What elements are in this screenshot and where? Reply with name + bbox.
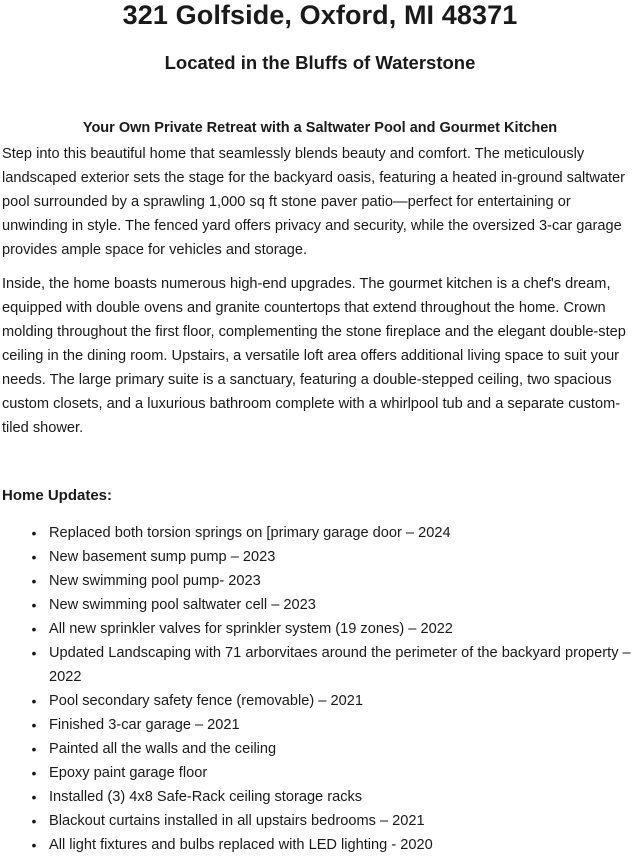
home-update-text: Blackout curtains installed in all upstairs bedrooms – 2021 bbox=[49, 813, 425, 829]
bullet-icon: • bbox=[31, 597, 37, 613]
home-update-item bbox=[0, 689, 640, 713]
bullet-icon: • bbox=[31, 789, 37, 805]
home-update-item bbox=[0, 521, 640, 545]
home-update-item bbox=[0, 785, 640, 809]
home-update-item bbox=[0, 641, 640, 689]
description-heading: Your Own Private Retreat with a Saltwater Pool and Gourmet Kitchen bbox=[82, 120, 558, 136]
bullet-icon: • bbox=[31, 813, 37, 829]
home-update-text: Replaced both torsion springs on [primary garage door – 2024 bbox=[49, 525, 451, 541]
home-update-item bbox=[0, 593, 640, 617]
home-update-text: Painted all the walls and the ceiling bbox=[49, 741, 277, 757]
home-update-item bbox=[0, 833, 640, 857]
home-update-text: All new sprinkler valves for sprinkler system (19 zones) – 2022 bbox=[49, 621, 453, 637]
home-update-text: All light fixtures and bulbs replaced with LED lighting - 2020 bbox=[49, 837, 433, 853]
bullet-icon: • bbox=[31, 621, 37, 637]
bullet-icon: • bbox=[31, 693, 37, 709]
bullet-icon: • bbox=[31, 741, 37, 757]
bullet-icon: • bbox=[31, 837, 37, 853]
bullet-icon: • bbox=[31, 717, 37, 733]
home-update-text: Finished 3-car garage – 2021 bbox=[49, 717, 240, 733]
home-update-item bbox=[0, 713, 640, 737]
bullet-icon: • bbox=[31, 573, 37, 589]
home-update-item bbox=[0, 545, 640, 569]
bullet-icon: • bbox=[31, 765, 37, 781]
home-update-item bbox=[0, 737, 640, 761]
description-paragraph-interior: Inside, the home boasts numerous high-end upgrades. The gourmet kitchen is a chef's dream, equipped with double ovens and granite countertops that extend throughout the home. Crown molding throughout the first floor, complementing the stone fireplace and the elegant double-step ceiling in the dining room. Upstairs, a versatile loft area offers additional living space to suit your needs. The large primary suite is a sanctuary, featuring a double-stepped ceiling, two spacious custom closets, and a luxurious bathroom complete with a whirlpool tub and a separate custom-tiled shower. bbox=[2, 276, 626, 436]
home-update-item bbox=[0, 809, 640, 833]
bullet-icon: • bbox=[31, 645, 37, 661]
home-updates-list bbox=[0, 521, 640, 857]
description-paragraph-exterior: Step into this beautiful home that seamlessly blends beauty and comfort. The meticulously landscaped exterior sets the stage for the backyard oasis, featuring a heated in-ground saltwater pool surrounded by a sprawling 1,000 sq ft stone paver patio—perfect for entertaining or unwinding in style. The fenced yard offers privacy and security, while the oversized 3-car garage provides ample space for vehicles and storage. bbox=[2, 146, 626, 258]
bullet-icon: • bbox=[31, 549, 37, 565]
home-updates-heading: Home Updates: bbox=[2, 487, 113, 504]
home-update-text: Installed (3) 4x8 Safe-Rack ceiling storage racks bbox=[49, 789, 363, 805]
bullet-icon: • bbox=[31, 525, 37, 541]
home-update-item bbox=[0, 617, 640, 641]
property-address-title: 321 Golfside, Oxford, MI 48371 bbox=[122, 0, 518, 30]
home-update-text: Updated Landscaping with 71 arborvitaes around the perimeter of the backyard property – 2022 bbox=[49, 645, 631, 685]
home-update-text: Epoxy paint garage floor bbox=[49, 765, 208, 781]
home-update-item bbox=[0, 761, 640, 785]
home-update-item bbox=[0, 569, 640, 593]
home-update-text: New swimming pool pump- 2023 bbox=[49, 573, 261, 589]
home-update-text: Pool secondary safety fence (removable) – 2021 bbox=[49, 693, 363, 709]
home-update-text: New basement sump pump – 2023 bbox=[49, 549, 276, 565]
location-subtitle: Located in the Bluffs of Waterstone bbox=[164, 52, 476, 73]
home-update-text: New swimming pool saltwater cell – 2023 bbox=[49, 597, 316, 613]
